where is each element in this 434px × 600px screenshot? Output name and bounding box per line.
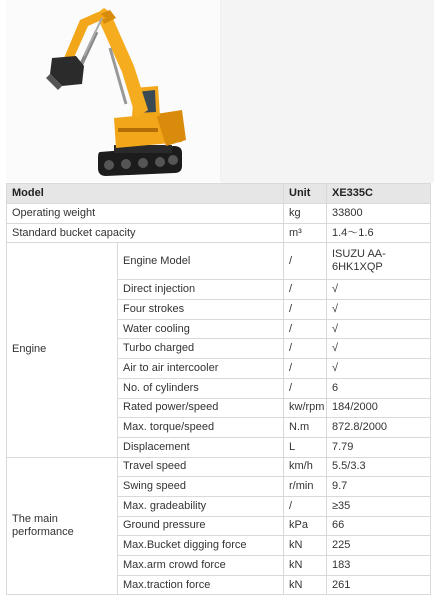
row-label: Ground pressure — [118, 516, 284, 536]
row-value: √ — [327, 339, 431, 359]
row-value: 9.7 — [327, 477, 431, 497]
row-unit: / — [284, 359, 327, 379]
row-unit: / — [284, 339, 327, 359]
row-label: Turbo charged — [118, 339, 284, 359]
row-value: 183 — [327, 556, 431, 576]
row-label: Rated power/speed — [118, 398, 284, 418]
row-unit: / — [284, 319, 327, 339]
row-value: ≥35 — [327, 496, 431, 516]
row-label: Standard bucket capacity — [7, 223, 284, 243]
excavator-image — [6, 0, 220, 182]
table-row — [7, 204, 431, 224]
row-label: Max. torque/speed — [118, 418, 284, 438]
row-unit: kg — [284, 204, 327, 224]
row-label: Four strokes — [118, 300, 284, 320]
row-label: Max.traction force — [118, 575, 284, 595]
row-value: 872.8/2000 — [327, 418, 431, 438]
row-unit: km/h — [284, 457, 327, 477]
row-value: √ — [327, 359, 431, 379]
row-value: 5.5/3.3 — [327, 457, 431, 477]
row-value: 7.79 — [327, 437, 431, 457]
row-unit: kw/rpm — [284, 398, 327, 418]
row-unit: N.m — [284, 418, 327, 438]
row-unit: / — [284, 378, 327, 398]
row-unit: / — [284, 280, 327, 300]
group-label-performance: The main performance — [7, 457, 118, 595]
row-label: Max.arm crowd force — [118, 556, 284, 576]
row-unit: kN — [284, 575, 327, 595]
row-label: Travel speed — [118, 457, 284, 477]
row-label: Displacement — [118, 437, 284, 457]
table-row — [7, 243, 431, 280]
row-value: √ — [327, 280, 431, 300]
row-label: Max.Bucket digging force — [118, 536, 284, 556]
row-label: Max. gradeability — [118, 496, 284, 516]
row-unit: r/min — [284, 477, 327, 497]
row-value: 6 — [327, 378, 431, 398]
row-label: Engine Model — [118, 243, 284, 280]
row-unit: / — [284, 496, 327, 516]
row-value: 33800 — [327, 204, 431, 224]
spec-table — [6, 183, 431, 595]
table-header-row — [7, 184, 431, 204]
row-value: 66 — [327, 516, 431, 536]
row-value: 261 — [327, 575, 431, 595]
row-value: 1.4～1.6 — [327, 223, 431, 243]
row-label: Air to air intercooler — [118, 359, 284, 379]
row-unit: kN — [284, 556, 327, 576]
row-label: Water cooling — [118, 319, 284, 339]
row-label: Swing speed — [118, 477, 284, 497]
row-unit: kN — [284, 536, 327, 556]
row-value: √ — [327, 319, 431, 339]
header-unit: Unit — [284, 184, 327, 204]
row-unit: / — [284, 243, 327, 280]
row-label: Operating weight — [7, 204, 284, 224]
row-unit: m³ — [284, 223, 327, 243]
row-value: ISUZU AA-6HK1XQP — [327, 243, 431, 280]
photo-side-panel — [221, 0, 434, 183]
group-label-engine: Engine — [7, 243, 118, 457]
row-value: 225 — [327, 536, 431, 556]
row-label: Direct injection — [118, 280, 284, 300]
row-unit: kPa — [284, 516, 327, 536]
header-model: Model — [7, 184, 284, 204]
row-value: √ — [327, 300, 431, 320]
row-value: 184/2000 — [327, 398, 431, 418]
excavator-photo — [6, 0, 221, 182]
row-label: No. of cylinders — [118, 378, 284, 398]
product-photo-area — [0, 0, 434, 183]
header-value: XE335C — [327, 184, 431, 204]
table-row — [7, 457, 431, 477]
row-unit: L — [284, 437, 327, 457]
row-unit: / — [284, 300, 327, 320]
table-row — [7, 223, 431, 243]
